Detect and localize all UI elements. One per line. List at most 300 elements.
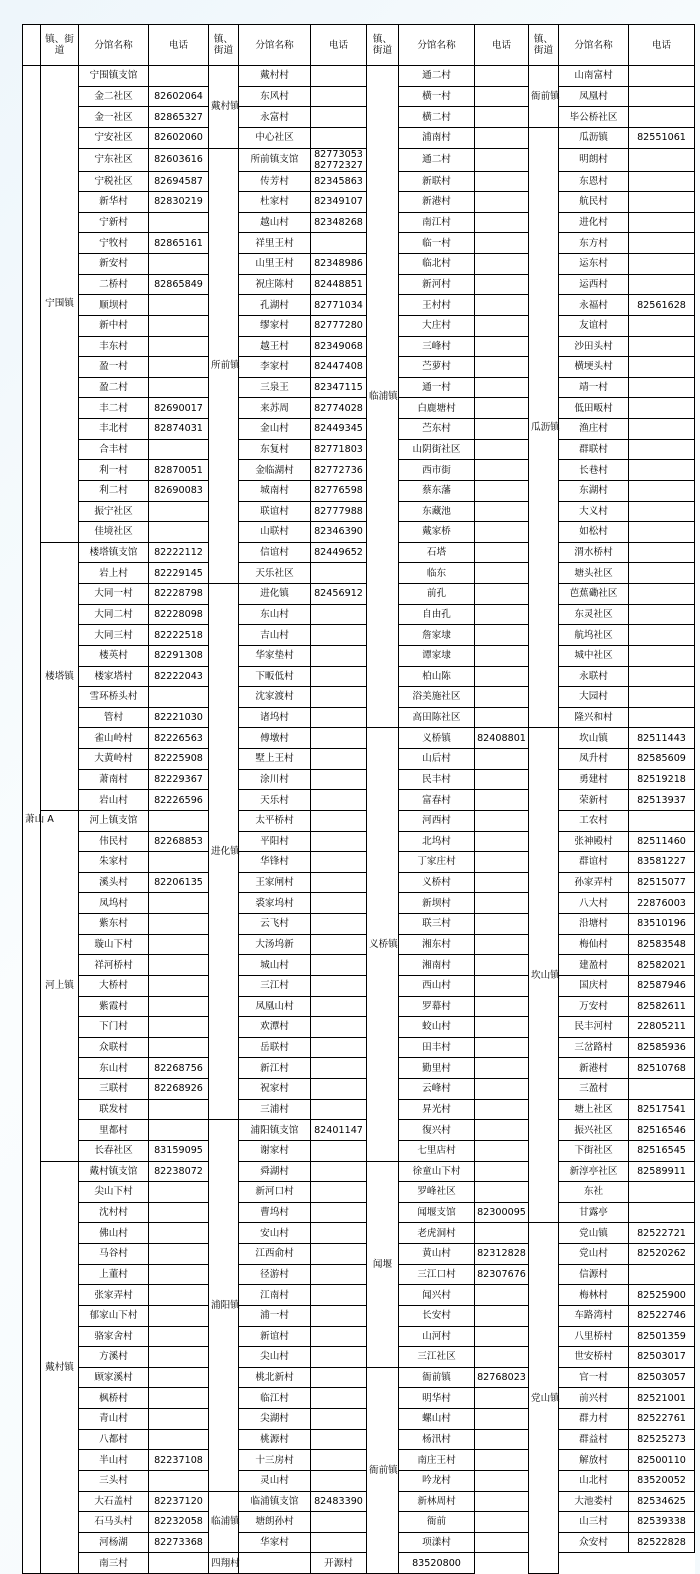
branch-name: 管村 bbox=[79, 707, 149, 728]
branch-name: 东灵社区 bbox=[559, 604, 629, 625]
phone-number bbox=[629, 439, 695, 460]
branch-name: 雀山岭村 bbox=[79, 728, 149, 749]
table-row bbox=[23, 1347, 695, 1368]
branch-name: 佛山村 bbox=[79, 1223, 149, 1244]
phone-number: 82585936 bbox=[629, 1037, 695, 1058]
phone-number: 82222043 bbox=[149, 666, 209, 687]
phone-number bbox=[475, 501, 529, 522]
phone-number bbox=[311, 1285, 367, 1306]
branch-name: 新港村 bbox=[559, 1058, 629, 1079]
header-cell bbox=[23, 25, 41, 66]
phone-number: 82522746 bbox=[629, 1305, 695, 1326]
phone-number: 82777988 bbox=[311, 501, 367, 522]
phone-number bbox=[629, 584, 695, 605]
table-row bbox=[23, 625, 695, 646]
branch-name: 宁围镇支馆 bbox=[79, 66, 149, 87]
branch-name: 永福村 bbox=[559, 295, 629, 316]
branch-name: 南三村 bbox=[79, 1553, 149, 1574]
phone-number bbox=[311, 872, 367, 893]
branch-name: 宁新村 bbox=[79, 212, 149, 233]
phone-number bbox=[149, 254, 209, 275]
branch-name: 丰东村 bbox=[79, 336, 149, 357]
phone-number bbox=[629, 1202, 695, 1223]
branch-name: 华家垫村 bbox=[239, 645, 311, 666]
branch-name: 东风村 bbox=[239, 86, 311, 107]
branch-name: 马谷村 bbox=[79, 1244, 149, 1265]
phone-number bbox=[311, 1079, 367, 1100]
phone-number bbox=[475, 1388, 529, 1409]
phone-number: 82456912 bbox=[311, 584, 367, 605]
branch-name: 江南村 bbox=[239, 1285, 311, 1306]
phone-number bbox=[311, 1347, 367, 1368]
branch-name: 缪家村 bbox=[239, 315, 311, 336]
branch-name: 祥里王村 bbox=[239, 233, 311, 254]
phone-number bbox=[311, 790, 367, 811]
branch-name: 山三村 bbox=[559, 1512, 629, 1533]
phone-number bbox=[311, 1264, 367, 1285]
branch-name: 下畈低村 bbox=[239, 666, 311, 687]
phone-number: 82291308 bbox=[149, 645, 209, 666]
branch-name: 众安村 bbox=[559, 1532, 629, 1553]
phone-number bbox=[311, 1409, 367, 1430]
phone-number bbox=[475, 1450, 529, 1471]
phone-number bbox=[149, 955, 209, 976]
branch-name: 梅仙村 bbox=[559, 934, 629, 955]
phone-number bbox=[475, 522, 529, 543]
branch-name: 平阳村 bbox=[239, 831, 311, 852]
branch-name: 天乐社区 bbox=[239, 563, 311, 584]
phone-number: 82534625 bbox=[629, 1491, 695, 1512]
header-row bbox=[23, 25, 695, 66]
phone-number: 82500110 bbox=[629, 1450, 695, 1471]
branch-name: 尖山村 bbox=[239, 1347, 311, 1368]
branch-name: 群谊村 bbox=[559, 852, 629, 873]
branch-name: 世安桥村 bbox=[559, 1347, 629, 1368]
header-phone: 电话 bbox=[629, 25, 695, 66]
phone-number bbox=[311, 707, 367, 728]
branch-name: 毕公桥社区 bbox=[559, 107, 629, 128]
branch-name: 太平桥村 bbox=[239, 810, 311, 831]
table-row bbox=[23, 1450, 695, 1471]
header-town: 镇、街道 bbox=[209, 25, 239, 66]
phone-number bbox=[475, 1429, 529, 1450]
phone-number bbox=[475, 1161, 529, 1182]
phone-number bbox=[475, 192, 529, 213]
town-cell: 所前镇 bbox=[209, 148, 239, 584]
branch-name: 青山村 bbox=[79, 1409, 149, 1430]
branch-name: 官一村 bbox=[559, 1367, 629, 1388]
branch-name: 高田陈社区 bbox=[399, 707, 475, 728]
town-cell: 临浦镇 bbox=[209, 1491, 239, 1553]
branch-name: 方溪村 bbox=[79, 1347, 149, 1368]
branch-name: 欢潭村 bbox=[239, 1017, 311, 1038]
phone-number bbox=[149, 1429, 209, 1450]
branch-name: 郁家山下村 bbox=[79, 1305, 149, 1326]
branch-name: 凤升村 bbox=[559, 749, 629, 770]
branch-name: 大同三村 bbox=[79, 625, 149, 646]
phone-number bbox=[629, 377, 695, 398]
phone-number bbox=[149, 1388, 209, 1409]
phone-number: 82525900 bbox=[629, 1285, 695, 1306]
phone-number: 82865327 bbox=[149, 107, 209, 128]
phone-number: 82228798 bbox=[149, 584, 209, 605]
phone-number bbox=[475, 831, 529, 852]
phone-number: 82583548 bbox=[629, 934, 695, 955]
branch-name: 信谊村 bbox=[239, 542, 311, 563]
phone-number: 82582021 bbox=[629, 955, 695, 976]
phone-number: 82273368 bbox=[149, 1532, 209, 1553]
phone-number bbox=[629, 419, 695, 440]
town-cell: 衙前镇 bbox=[367, 1367, 399, 1573]
phone-number bbox=[311, 996, 367, 1017]
phone-number bbox=[149, 1037, 209, 1058]
phone-number bbox=[311, 1244, 367, 1265]
branch-name: 群力村 bbox=[559, 1409, 629, 1430]
branch-name: 復兴村 bbox=[399, 1120, 475, 1141]
branch-name: 二桥村 bbox=[79, 274, 149, 295]
branch-name: 山北村 bbox=[559, 1470, 629, 1491]
phone-number bbox=[475, 893, 529, 914]
branch-name: 大义村 bbox=[559, 501, 629, 522]
phone-number: 82347115 bbox=[311, 377, 367, 398]
phone-number bbox=[311, 1470, 367, 1491]
branch-name: 振宁社区 bbox=[79, 501, 149, 522]
phone-number: 83510196 bbox=[629, 914, 695, 935]
branch-name: 三峰村 bbox=[399, 336, 475, 357]
branch-name: 三江村 bbox=[239, 975, 311, 996]
phone-number bbox=[149, 1264, 209, 1285]
phone-number bbox=[475, 542, 529, 563]
phone-number: 22805211 bbox=[629, 1017, 695, 1038]
phone-number bbox=[311, 852, 367, 873]
branch-name: 溪头村 bbox=[79, 872, 149, 893]
phone-number bbox=[475, 604, 529, 625]
branch-name: 群益村 bbox=[559, 1429, 629, 1450]
phone-number bbox=[311, 687, 367, 708]
branch-name: 半山村 bbox=[79, 1450, 149, 1471]
table-row bbox=[23, 1491, 695, 1512]
branch-name: 甘露亭 bbox=[559, 1202, 629, 1223]
phone-number bbox=[475, 1305, 529, 1326]
table-row bbox=[23, 107, 695, 128]
table-row bbox=[23, 1058, 695, 1079]
table-row bbox=[23, 1202, 695, 1223]
branch-name: 山南富村 bbox=[559, 66, 629, 87]
branch-name: 云飞村 bbox=[239, 914, 311, 935]
branch-name: 金二社区 bbox=[79, 86, 149, 107]
branch-name: 新林周村 bbox=[399, 1491, 475, 1512]
phone-number bbox=[149, 295, 209, 316]
phone-number bbox=[475, 233, 529, 254]
town-cell: 楼塔镇 bbox=[41, 542, 79, 810]
branch-name: 四翔村 bbox=[209, 1553, 239, 1574]
branch-name: 项漾村 bbox=[399, 1532, 475, 1553]
phone-number bbox=[311, 1017, 367, 1038]
phone-number: 82777280 bbox=[311, 315, 367, 336]
phone-number: 82268853 bbox=[149, 831, 209, 852]
branch-name: 孙家弄村 bbox=[559, 872, 629, 893]
branch-name: 大黄岭村 bbox=[79, 749, 149, 770]
phone-number: 82229145 bbox=[149, 563, 209, 584]
table-row bbox=[23, 274, 695, 295]
phone-number bbox=[149, 1347, 209, 1368]
phone-number: 82519218 bbox=[629, 769, 695, 790]
branch-name: 诸坞村 bbox=[239, 707, 311, 728]
branch-name: 大桥村 bbox=[79, 975, 149, 996]
phone-number bbox=[311, 1388, 367, 1409]
phone-number bbox=[149, 66, 209, 87]
phone-number bbox=[475, 707, 529, 728]
phone-number bbox=[475, 687, 529, 708]
branch-name: 新安村 bbox=[79, 254, 149, 275]
phone-number bbox=[629, 254, 695, 275]
phone-number bbox=[629, 460, 695, 481]
header-town: 镇、街道 bbox=[41, 25, 79, 66]
table-row bbox=[23, 357, 695, 378]
branch-name: 宁东社区 bbox=[79, 148, 149, 171]
table-row bbox=[23, 295, 695, 316]
table-row bbox=[23, 1553, 695, 1574]
phone-number bbox=[629, 480, 695, 501]
phone-number: 82206135 bbox=[149, 872, 209, 893]
table-row bbox=[23, 872, 695, 893]
branch-name: 孔湖村 bbox=[239, 295, 311, 316]
phone-number bbox=[149, 1326, 209, 1347]
phone-number: 82603616 bbox=[149, 148, 209, 171]
branch-name: 工农村 bbox=[559, 810, 629, 831]
phone-number bbox=[475, 171, 529, 192]
phone-number bbox=[475, 1079, 529, 1100]
branch-name: 临江村 bbox=[239, 1388, 311, 1409]
town-cell: 义桥镇 bbox=[367, 728, 399, 1161]
branch-name: 永富村 bbox=[239, 107, 311, 128]
phone-number: 82517541 bbox=[629, 1099, 695, 1120]
branch-name: 李家村 bbox=[239, 357, 311, 378]
phone-number bbox=[475, 1058, 529, 1079]
phone-number bbox=[475, 1470, 529, 1491]
phone-number bbox=[149, 315, 209, 336]
phone-number bbox=[149, 1409, 209, 1430]
phone-number: 82307676 bbox=[475, 1264, 529, 1285]
table-row bbox=[23, 460, 695, 481]
table-row bbox=[23, 955, 695, 976]
branch-name: 三盈村 bbox=[559, 1079, 629, 1100]
phone-number: 82525273 bbox=[629, 1429, 695, 1450]
branch-name: 党山镇 bbox=[559, 1223, 629, 1244]
phone-number bbox=[311, 1305, 367, 1326]
table-row bbox=[23, 1120, 695, 1141]
phone-number: 82226596 bbox=[149, 790, 209, 811]
branch-name: 自由孔 bbox=[399, 604, 475, 625]
phone-number: 82237120 bbox=[149, 1491, 209, 1512]
branch-name: 上董村 bbox=[79, 1264, 149, 1285]
branch-name: 凤坞村 bbox=[79, 893, 149, 914]
phone-number: 82483390 bbox=[311, 1491, 367, 1512]
phone-number: 82768023 bbox=[475, 1367, 529, 1388]
branch-name: 东藏池 bbox=[399, 501, 475, 522]
phone-number bbox=[311, 1140, 367, 1161]
phone-number bbox=[629, 522, 695, 543]
phone-number: 82503057 bbox=[629, 1367, 695, 1388]
phone-number bbox=[629, 148, 695, 171]
phone-number: 82237108 bbox=[149, 1450, 209, 1471]
phone-number: 82349107 bbox=[311, 192, 367, 213]
phone-number bbox=[475, 480, 529, 501]
branch-name: 三头村 bbox=[79, 1470, 149, 1491]
phone-number bbox=[149, 975, 209, 996]
phone-number bbox=[311, 769, 367, 790]
branch-name: 浴美施社区 bbox=[399, 687, 475, 708]
table-row bbox=[23, 604, 695, 625]
phone-number bbox=[475, 1491, 529, 1512]
phone-number bbox=[149, 1223, 209, 1244]
phone-number: 82348986 bbox=[311, 254, 367, 275]
town-cell: 河上镇 bbox=[41, 810, 79, 1161]
phone-number: 82449345 bbox=[311, 419, 367, 440]
table-row bbox=[23, 1223, 695, 1244]
branch-name: 舜湖村 bbox=[239, 1161, 311, 1182]
phone-number: 82503017 bbox=[629, 1347, 695, 1368]
branch-name: 沙田头村 bbox=[559, 336, 629, 357]
phone-number bbox=[149, 893, 209, 914]
phone-number: 82874031 bbox=[149, 419, 209, 440]
branch-name: 义桥村 bbox=[399, 872, 475, 893]
phone-number bbox=[475, 1120, 529, 1141]
branch-name: 民丰村 bbox=[399, 769, 475, 790]
phone-number: 82222518 bbox=[149, 625, 209, 646]
phone-number: 82268926 bbox=[149, 1079, 209, 1100]
table-row bbox=[23, 852, 695, 873]
phone-number: 82551061 bbox=[629, 127, 695, 148]
branch-name: 塘朗孙村 bbox=[239, 1512, 311, 1533]
branch-name: 勇建村 bbox=[559, 769, 629, 790]
branch-name: 三泉王 bbox=[239, 377, 311, 398]
branch-name: 王家闸村 bbox=[239, 872, 311, 893]
branch-name: 江西俞村 bbox=[239, 1244, 311, 1265]
table-row bbox=[23, 439, 695, 460]
branch-name: 石马头村 bbox=[79, 1512, 149, 1533]
phone-number bbox=[311, 975, 367, 996]
phone-number bbox=[311, 1161, 367, 1182]
branch-name: 骆家舍村 bbox=[79, 1326, 149, 1347]
branch-name: 华锋村 bbox=[239, 852, 311, 873]
branch-name: 宁安社区 bbox=[79, 127, 149, 148]
phone-number: 82690083 bbox=[149, 480, 209, 501]
phone-number bbox=[311, 625, 367, 646]
phone-number bbox=[311, 1326, 367, 1347]
district-cell: 萧山 A bbox=[23, 66, 41, 1574]
branch-name: 王村村 bbox=[399, 295, 475, 316]
phone-number: 22876003 bbox=[629, 893, 695, 914]
phone-number bbox=[475, 1326, 529, 1347]
branch-name: 宁牧村 bbox=[79, 233, 149, 254]
branch-name: 新港村 bbox=[399, 192, 475, 213]
branch-name: 宁税社区 bbox=[79, 171, 149, 192]
phone-number bbox=[149, 439, 209, 460]
phone-number: 82589911 bbox=[629, 1161, 695, 1182]
header-branch: 分馆名称 bbox=[559, 25, 629, 66]
header-town: 镇、街道 bbox=[529, 25, 559, 66]
table-row bbox=[23, 148, 695, 171]
phone-number bbox=[629, 625, 695, 646]
branch-name: 大同二村 bbox=[79, 604, 149, 625]
branch-name: 越王村 bbox=[239, 336, 311, 357]
table-row bbox=[23, 790, 695, 811]
phone-number: 82226563 bbox=[149, 728, 209, 749]
phone-number bbox=[475, 1182, 529, 1203]
phone-number bbox=[475, 955, 529, 976]
phone-number bbox=[149, 934, 209, 955]
branch-name: 紫东村 bbox=[79, 914, 149, 935]
table-row bbox=[23, 1388, 695, 1409]
branch-name: 南江村 bbox=[399, 212, 475, 233]
branch-name: 永联村 bbox=[559, 666, 629, 687]
branch-name: 民丰河村 bbox=[559, 1017, 629, 1038]
branch-name: 航民村 bbox=[559, 192, 629, 213]
table-row bbox=[23, 233, 695, 254]
phone-number bbox=[311, 934, 367, 955]
phone-number: 82520262 bbox=[629, 1244, 695, 1265]
branch-name: 低田畈村 bbox=[559, 398, 629, 419]
branch-name: 伟民村 bbox=[79, 831, 149, 852]
phone-number bbox=[475, 357, 529, 378]
table-row bbox=[23, 66, 695, 87]
phone-number bbox=[311, 728, 367, 749]
table-row bbox=[23, 419, 695, 440]
phone-number: 82448851 bbox=[311, 274, 367, 295]
branch-name: 闻堰支馆 bbox=[399, 1202, 475, 1223]
branch-name: 石塔 bbox=[399, 542, 475, 563]
branch-name: 城南村 bbox=[239, 480, 311, 501]
phone-number bbox=[475, 377, 529, 398]
branch-name: 曹坞村 bbox=[239, 1202, 311, 1223]
phone-number bbox=[475, 584, 529, 605]
branch-name: 杜家村 bbox=[239, 192, 311, 213]
branch-name: 湘南村 bbox=[399, 955, 475, 976]
branch-name: 田丰村 bbox=[399, 1037, 475, 1058]
phone-number bbox=[629, 107, 695, 128]
branch-name: 梅林村 bbox=[559, 1285, 629, 1306]
table-row bbox=[23, 1161, 695, 1182]
header-phone: 电话 bbox=[475, 25, 529, 66]
header-branch: 分馆名称 bbox=[79, 25, 149, 66]
phone-number: 82771034 bbox=[311, 295, 367, 316]
town-cell: 闻堰 bbox=[367, 1161, 399, 1367]
branch-name: 明朗村 bbox=[559, 148, 629, 171]
phone-number: 82772736 bbox=[311, 460, 367, 481]
branch-name: 运西村 bbox=[559, 274, 629, 295]
branch-name: 联三村 bbox=[399, 914, 475, 935]
phone-number bbox=[475, 1512, 529, 1533]
table-row bbox=[23, 86, 695, 107]
branch-name: 璇山下村 bbox=[79, 934, 149, 955]
phone-number bbox=[311, 604, 367, 625]
branch-name: 楼塔镇支馆 bbox=[79, 542, 149, 563]
phone-number bbox=[311, 893, 367, 914]
branch-name: 下街社区 bbox=[559, 1140, 629, 1161]
phone-number bbox=[311, 645, 367, 666]
branch-name: 湘东村 bbox=[399, 934, 475, 955]
branch-name: 尖湖村 bbox=[239, 1409, 311, 1430]
phone-number bbox=[475, 1037, 529, 1058]
table-row bbox=[23, 1017, 695, 1038]
phone-number: 82511460 bbox=[629, 831, 695, 852]
branch-name: 裘家坞村 bbox=[239, 893, 311, 914]
phone-number bbox=[475, 852, 529, 873]
phone-number: 82349068 bbox=[311, 336, 367, 357]
branch-name: 勤里村 bbox=[399, 1058, 475, 1079]
phone-number bbox=[475, 315, 529, 336]
